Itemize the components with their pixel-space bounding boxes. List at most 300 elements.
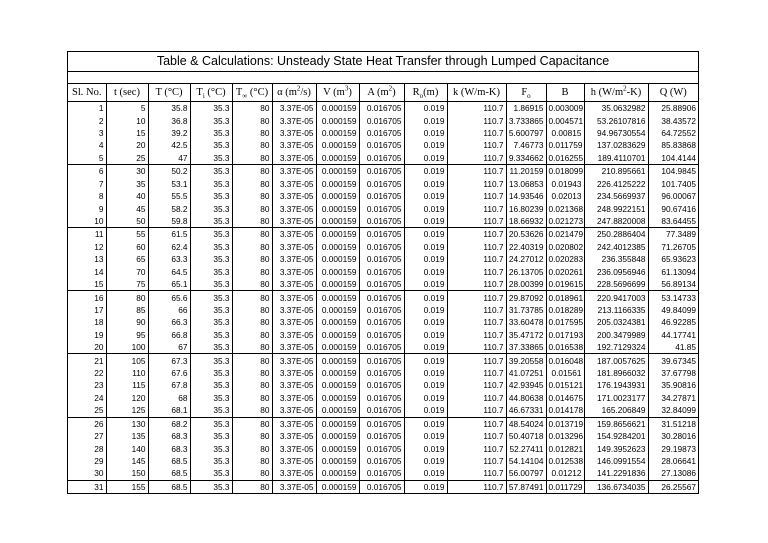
table-cell: 3.37E-05 [272, 367, 316, 379]
table-cell: 0.021368 [546, 202, 584, 214]
table-cell: 3.37E-05 [272, 316, 316, 328]
table-cell: 15 [68, 278, 106, 291]
table-cell: 0.019 [404, 392, 447, 404]
table-cell: 50.40718 [506, 430, 546, 442]
table-cell: 110.7 [447, 392, 506, 404]
table-cell: 110.7 [447, 241, 506, 253]
table-cell: 0.020283 [546, 253, 584, 265]
table-cell: 5.600797 [506, 127, 546, 139]
table-cell: 104.9845 [661, 166, 696, 177]
table-cell: 35.3 [190, 165, 232, 178]
table-cell: 0.004571 [546, 114, 584, 126]
table-title: Table & Calculations: Unsteady State Heat Transfer through Lumped Capacitance [68, 52, 698, 72]
table-cell: 0.019 [404, 202, 447, 214]
header-text-main: V (m [323, 87, 345, 98]
calculation-table-sheet [67, 51, 699, 494]
table-cell: 150 [106, 467, 148, 480]
table-cell: 28 [68, 442, 106, 454]
table-cell: 9 [68, 202, 106, 214]
header-text-sup: 2 [296, 84, 301, 93]
table-cell: 26.13705 [506, 265, 546, 277]
table-cell: 80 [232, 329, 272, 341]
table-cell: 0.019 [404, 379, 447, 391]
table-cell: 0.019 [404, 341, 447, 354]
table-cell: 110.7 [447, 114, 506, 126]
table-cell: 14.93546 [506, 190, 546, 202]
table-cell: 0.020261 [546, 265, 584, 277]
table-cell: 39.20558 [506, 354, 546, 367]
table-cell: 90 [106, 316, 148, 328]
table-cell: 80 [232, 467, 272, 480]
table-cell: 0.016538 [546, 341, 584, 354]
table-cell: 136.6734035 [584, 480, 648, 493]
table-cell: 30 [106, 165, 148, 178]
table-cell: 29 [68, 455, 106, 467]
table-cell: 39.2 [148, 127, 190, 139]
table-cell: 0.019 [404, 241, 447, 253]
table-cell: 220.9417003 [584, 291, 648, 304]
table-cell: 0.016705 [359, 455, 404, 467]
table-cell: 110.7 [447, 442, 506, 454]
table-cell: 0.000159 [316, 354, 359, 367]
table-cell: 110.7 [447, 480, 506, 493]
table-cell: 0.000159 [316, 127, 359, 139]
table-cell: 0.013719 [546, 417, 584, 430]
table-cell: 94.96730554 [584, 127, 648, 139]
table-cell: 80 [232, 102, 272, 115]
table-cell: 35.3 [190, 253, 232, 265]
column-header [359, 84, 404, 102]
table-cell: 149.3952623 [584, 442, 648, 454]
table-cell: 37.67798 [661, 368, 696, 379]
table-cell: 18 [68, 316, 106, 328]
table-cell: 25.88906 [661, 103, 696, 114]
table-cell: 0.019 [404, 165, 447, 178]
table-cell: 3.37E-05 [272, 467, 316, 480]
table-cell: 110.7 [447, 178, 506, 190]
table-cell: 242.4012385 [584, 241, 648, 253]
table-cell: 53.14733 [661, 292, 696, 303]
table-cell: 0.019 [404, 178, 447, 190]
table-cell: 14 [68, 265, 106, 277]
table-cell: 58.2 [148, 202, 190, 214]
column-header [68, 84, 106, 102]
table-cell: 35.3 [190, 215, 232, 228]
table-cell: 0.016705 [359, 202, 404, 214]
table-cell: 0.016705 [359, 152, 404, 165]
table-cell: 110.7 [447, 215, 506, 228]
table-cell: 3.37E-05 [272, 455, 316, 467]
header-text-tail: (°C) [247, 87, 269, 98]
table-cell: 0.016705 [359, 278, 404, 291]
table-cell: 0.016705 [359, 430, 404, 442]
table-cell: 140 [106, 442, 148, 454]
table-cell: 24.27012 [506, 253, 546, 265]
table-cell: 33.60478 [506, 316, 546, 328]
header-text-sub: o [527, 92, 531, 101]
header-text-sub: i [202, 92, 205, 101]
table-cell: 38.43572 [661, 115, 696, 126]
table-cell: 61.5 [148, 228, 190, 241]
table-cell: 3.37E-05 [272, 354, 316, 367]
table-cell: 35.3 [190, 341, 232, 354]
table-cell: 154.9284201 [584, 430, 648, 442]
table-cell: 0.016705 [359, 304, 404, 316]
table-cell: 15 [106, 127, 148, 139]
table-cell: 0.016705 [359, 367, 404, 379]
table-cell: 0.019 [404, 152, 447, 165]
table-cell: 80 [232, 417, 272, 430]
table-cell: 65.6 [148, 291, 190, 304]
table-cell: 35.3 [190, 430, 232, 442]
table-cell: 0.000159 [316, 114, 359, 126]
table-cell: 66 [148, 304, 190, 316]
header-text-main: T (°C) [155, 87, 183, 98]
table-cell: 0.000159 [316, 241, 359, 253]
table-cell: 3.37E-05 [272, 102, 316, 115]
table-cell: 55 [106, 228, 148, 241]
table-cell: 35.3 [190, 455, 232, 467]
table-cell: 1 [68, 102, 106, 115]
table-cell: 35.3 [190, 291, 232, 304]
table-cell: 0.000159 [316, 430, 359, 442]
table-cell: 250.2886404 [584, 228, 648, 241]
table-cell: 35.3 [190, 367, 232, 379]
table-cell: 0.000159 [316, 392, 359, 404]
table-cell: 0.000159 [316, 404, 359, 417]
table-cell: 181.8966032 [584, 367, 648, 379]
table-cell: 0.016705 [359, 480, 404, 493]
table-cell: 110.7 [447, 467, 506, 480]
table-cell: 0.000159 [316, 291, 359, 304]
table-cell: 213.1166335 [584, 304, 648, 316]
table-cell: 57.87491 [506, 480, 546, 493]
column-header [106, 84, 148, 102]
table-cell: 61.13094 [661, 266, 696, 277]
table-cell: 67.6 [148, 367, 190, 379]
table-cell: 40 [106, 190, 148, 202]
table-cell: 35 [106, 178, 148, 190]
table-cell: 0.016705 [359, 265, 404, 277]
table-cell: 0.01943 [546, 178, 584, 190]
table-cell: 3.37E-05 [272, 341, 316, 354]
table-cell: 35.3 [190, 480, 232, 493]
table-cell: 236.355848 [584, 253, 648, 265]
table-cell: 0.011729 [546, 480, 584, 493]
table-cell: 80 [232, 114, 272, 126]
table-cell: 141.2291836 [584, 467, 648, 480]
table-cell: 110.7 [447, 190, 506, 202]
table-cell: 63.3 [148, 253, 190, 265]
table-cell: 68.1 [148, 404, 190, 417]
table-cell: 0.02013 [546, 190, 584, 202]
column-header [546, 84, 584, 102]
table-cell: 120 [106, 392, 148, 404]
table-row [68, 480, 698, 493]
table-cell: 228.5696699 [584, 278, 648, 291]
table-cell: 77.3489 [666, 229, 696, 240]
table-cell: 50 [106, 215, 148, 228]
header-text-main: R [412, 87, 420, 98]
table-cell: 192.7129324 [584, 341, 648, 354]
table-row [68, 228, 698, 241]
table-cell: 187.0057625 [584, 354, 648, 367]
header-text-tail: /s) [300, 87, 311, 98]
table-cell: 115 [106, 379, 148, 391]
table-cell: 35.3 [190, 278, 232, 291]
table-cell: 27.13086 [648, 467, 698, 480]
table-cell: 0.016705 [359, 253, 404, 265]
table-cell: 0.000159 [316, 480, 359, 493]
table-cell: 3.37E-05 [272, 139, 316, 151]
table-cell: 165.206849 [584, 404, 648, 417]
table-row [68, 417, 698, 430]
table-row [68, 165, 698, 178]
table-cell: 90.67416 [661, 203, 696, 214]
header-text-tail: (m) [423, 87, 439, 98]
table-cell: 10 [68, 215, 106, 228]
table-cell: 0.016705 [359, 139, 404, 151]
table-cell: 0.01212 [546, 467, 584, 480]
table-cell: 67.8 [148, 379, 190, 391]
table-cell: 0.016705 [359, 341, 404, 354]
table-cell: 0.000159 [316, 228, 359, 241]
table-cell: 56.00797 [506, 467, 546, 480]
table-cell: 110.7 [447, 341, 506, 354]
table-cell: 0.019 [404, 291, 447, 304]
table-cell: 0.000159 [316, 139, 359, 151]
table-cell: 110.7 [447, 202, 506, 214]
table-cell: 3 [68, 127, 106, 139]
table-cell: 9.334662 [506, 152, 546, 165]
table-row [68, 178, 698, 190]
table-cell: 0.016705 [359, 178, 404, 190]
table-row [68, 467, 698, 480]
table-cell: 0.000159 [316, 102, 359, 115]
table-cell: 35.3 [190, 127, 232, 139]
table-row [68, 304, 698, 316]
table-cell: 37.33865 [506, 341, 546, 354]
table-cell: 35.47172 [506, 329, 546, 341]
table-cell: 0.000159 [316, 253, 359, 265]
table-row [68, 316, 698, 328]
table-cell: 28.06641 [661, 456, 696, 467]
table-cell: 27 [68, 430, 106, 442]
table-cell: 3.37E-05 [272, 228, 316, 241]
table-cell: 0.016705 [359, 102, 404, 115]
table-cell: 0.014178 [546, 404, 584, 417]
table-cell: 110.7 [447, 228, 506, 241]
table-cell: 41.85 [648, 341, 698, 354]
table-cell: 80 [232, 367, 272, 379]
column-header [148, 84, 190, 102]
table-cell: 34.27871 [661, 392, 696, 403]
table-cell: 42.93945 [506, 379, 546, 391]
table-cell: 35.3 [190, 442, 232, 454]
table-cell: 35.3 [190, 265, 232, 277]
table-cell: 26 [68, 417, 106, 430]
table-cell: 0.019 [404, 430, 447, 442]
table-cell: 3.733865 [506, 114, 546, 126]
table-cell: 159.8656621 [584, 417, 648, 430]
header-text-sup: 2 [388, 84, 393, 93]
table-cell: 7.46773 [506, 139, 546, 151]
table-row [68, 329, 698, 341]
table-cell: 110.7 [447, 265, 506, 277]
table-cell: 0.012821 [546, 442, 584, 454]
column-header [404, 84, 447, 102]
table-cell: 48.54024 [506, 417, 546, 430]
table-cell: 85.83868 [661, 140, 696, 151]
table-cell: 3.37E-05 [272, 278, 316, 291]
table-cell: 0.019 [404, 329, 447, 341]
table-cell: 35.3 [190, 178, 232, 190]
table-cell: 3.37E-05 [272, 178, 316, 190]
table-cell: 5 [68, 152, 106, 165]
table-cell: 0.019 [404, 102, 447, 115]
table-cell: 64.5 [148, 265, 190, 277]
table-cell: 65.93623 [661, 254, 696, 265]
header-text-sub: ∞ [242, 92, 248, 101]
table-cell: 0.016255 [546, 152, 584, 165]
table-cell: 110.7 [447, 316, 506, 328]
table-cell: 0.020802 [546, 241, 584, 253]
table-cell: 55.5 [148, 190, 190, 202]
table-cell: 68.5 [148, 467, 190, 480]
table-cell: 0.000159 [316, 467, 359, 480]
table-cell: 205.0324381 [584, 316, 648, 328]
table-cell: 67 [148, 341, 190, 354]
table-cell: 110.7 [447, 354, 506, 367]
title-spacer [68, 72, 698, 83]
table-cell: 64.72552 [661, 128, 696, 139]
table-cell: 189.4110701 [584, 152, 648, 165]
header-text-main: Sl. No. [72, 87, 102, 98]
table-cell: 28.00399 [506, 278, 546, 291]
table-cell: 68 [148, 392, 190, 404]
table-cell: 3.37E-05 [272, 215, 316, 228]
column-header [316, 84, 359, 102]
table-cell: 110.7 [447, 367, 506, 379]
header-text-sub: o [419, 92, 424, 101]
table-cell: 3.37E-05 [272, 152, 316, 165]
table-cell: 60 [106, 241, 148, 253]
table-cell: 35.3 [190, 139, 232, 151]
header-text-main: α (m [277, 87, 297, 98]
table-cell: 0.016705 [359, 127, 404, 139]
table-cell: 0.019 [404, 316, 447, 328]
table-cell: 68.3 [148, 442, 190, 454]
table-cell: 80 [232, 354, 272, 367]
table-cell: 0.016705 [359, 291, 404, 304]
table-cell: 67.3 [148, 354, 190, 367]
header-text-main: Q (W) [659, 87, 687, 98]
table-cell: 0.019 [404, 354, 447, 367]
table-cell: 0.019 [404, 404, 447, 417]
table-cell: 0.013296 [546, 430, 584, 442]
table-cell: 0.016705 [359, 114, 404, 126]
table-cell: 110.7 [447, 152, 506, 165]
table-cell: 3.37E-05 [272, 127, 316, 139]
table-cell: 26.25567 [661, 481, 696, 492]
table-cell: 0.019 [404, 253, 447, 265]
table-cell: 135 [106, 430, 148, 442]
table-cell: 80 [232, 127, 272, 139]
table-row [68, 354, 698, 367]
table-cell: 68.3 [148, 430, 190, 442]
table-cell: 105 [106, 354, 148, 367]
table-cell: 35.3 [190, 329, 232, 341]
table-cell: 54.14104 [506, 455, 546, 467]
table-cell: 80 [232, 165, 272, 178]
table-cell: 44.80638 [506, 392, 546, 404]
table-cell: 0.016705 [359, 190, 404, 202]
header-text-main: T [235, 87, 243, 98]
table-cell: 247.8820008 [584, 215, 648, 228]
table-cell: 3.37E-05 [272, 190, 316, 202]
table-cell: 36.8 [148, 114, 190, 126]
table-cell: 234.5669937 [584, 190, 648, 202]
table-cell: 110.7 [447, 329, 506, 341]
table-cell: 0.019 [404, 278, 447, 291]
table-cell: 12 [68, 241, 106, 253]
table-cell: 52.27411 [506, 442, 546, 454]
table-cell: 35.3 [190, 202, 232, 214]
table-cell: 80 [232, 442, 272, 454]
table-cell: 30.28016 [661, 431, 696, 442]
table-cell: 0.000159 [316, 265, 359, 277]
table-cell: 65.1 [148, 278, 190, 291]
table-cell: 0.016705 [359, 467, 404, 480]
table-cell: 0.000159 [316, 165, 359, 178]
header-text-sup: 2 [623, 84, 627, 93]
table-cell: 0.019 [404, 480, 447, 493]
table-cell: 101.7405 [661, 178, 696, 189]
table-cell: 110 [106, 367, 148, 379]
table-cell: 110.7 [447, 278, 506, 291]
header-text-main: T [196, 87, 203, 98]
table-cell: 21 [68, 354, 106, 367]
table-cell: 3.37E-05 [272, 253, 316, 265]
table-cell: 49.84099 [661, 304, 696, 315]
table-cell: 35.3 [190, 404, 232, 417]
table-cell: 2 [68, 114, 106, 126]
table-row [68, 202, 698, 214]
table-row [68, 102, 698, 115]
table-cell: 66.3 [148, 316, 190, 328]
table-cell: 0.000159 [316, 367, 359, 379]
table-cell: 3.37E-05 [272, 404, 316, 417]
table-cell: 47 [148, 152, 190, 165]
table-cell: 3.37E-05 [272, 291, 316, 304]
table-row [68, 430, 698, 442]
table-cell: 35.3 [190, 316, 232, 328]
table-cell: 35.3 [190, 114, 232, 126]
table-cell: 80 [232, 291, 272, 304]
table-cell: 35.8 [148, 102, 190, 115]
table-cell: 80 [232, 278, 272, 291]
table-row [68, 392, 698, 404]
table-cell: 25 [68, 404, 106, 417]
table-cell: 0.017193 [546, 329, 584, 341]
table-cell: 96.00067 [661, 191, 696, 202]
table-cell: 35.3 [190, 379, 232, 391]
table-cell: 80 [232, 241, 272, 253]
table-cell: 0.000159 [316, 178, 359, 190]
table-cell: 0.016705 [359, 392, 404, 404]
table-cell: 70 [106, 265, 148, 277]
table-cell: 35.3 [190, 467, 232, 480]
